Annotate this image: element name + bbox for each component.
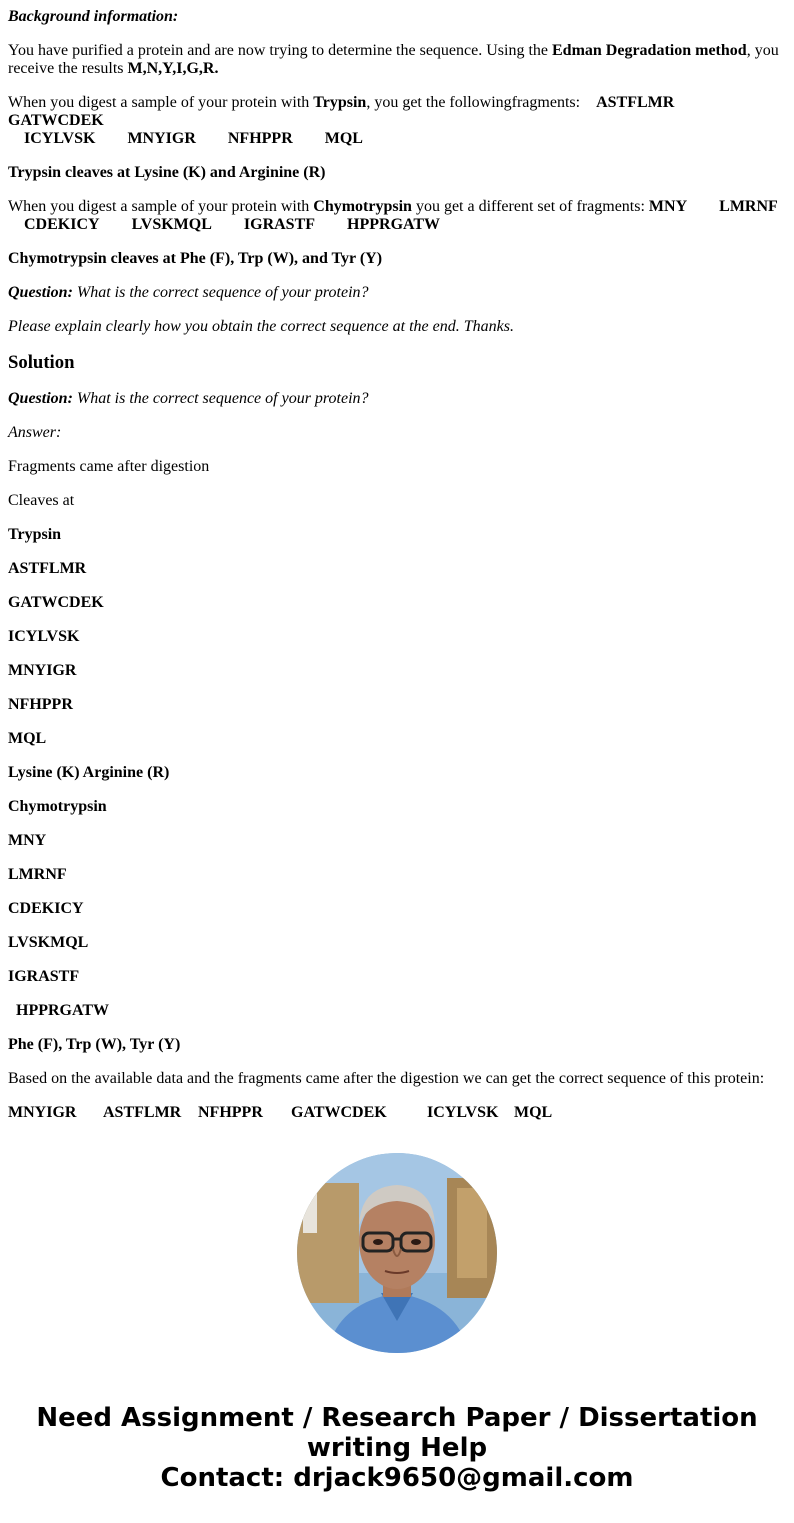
- list-item: MNY: [8, 832, 47, 849]
- author-photo: [297, 1153, 497, 1353]
- contact-banner: [0, 1403, 794, 1493]
- explain-request: Please explain clearly how you obtain the correct sequence at the end. Thanks.: [8, 318, 514, 335]
- question: Question: What is the correct sequence of your protein?: [8, 284, 369, 301]
- edman-paragraph: You have purified a protein and are now trying to determine the sequence. Using the Edman Degradation method, you receive the results M,N,Y,I,G,R.: [8, 42, 779, 77]
- banner-line-1: Need Assignment / Research Paper / Dissertation: [36, 1403, 758, 1433]
- list-item: LVSKMQL: [8, 934, 89, 951]
- chymotrypsin-paragraph: When you digest a sample of your protein with Chymotrypsin you get a different set of fragments: MNY LMRNF CDEKICY LVSKMQL IGRASTF HPPRGATW: [8, 198, 778, 233]
- trypsin-rule: Trypsin cleaves at Lysine (K) and Arginine (R): [8, 164, 326, 181]
- final-sequence: MNYIGR ASTFLMR NFHPPR GATWCDEK ICYLVSK MQL: [8, 1104, 553, 1121]
- answer-label: Answer:: [8, 424, 62, 441]
- list-item: HPPRGATW: [16, 1002, 110, 1019]
- background-heading: Background information:: [8, 8, 179, 25]
- list-item: NFHPPR: [8, 696, 73, 713]
- list-item: CDEKICY: [8, 900, 84, 917]
- solution-question: Question: What is the correct sequence of your protein?: [8, 390, 369, 407]
- list-item: LMRNF: [8, 866, 67, 883]
- list-item: ASTFLMR: [8, 560, 87, 577]
- chymotrypsin-sites: Phe (F), Trp (W), Tyr (Y): [8, 1036, 181, 1053]
- avatar: [297, 1153, 497, 1353]
- list-item: IGRASTF: [8, 968, 80, 985]
- cleaves-line: Cleaves at: [8, 492, 75, 509]
- list-item: ICYLVSK: [8, 628, 80, 645]
- trypsin-paragraph: When you digest a sample of your protein with Trypsin, you get the followingfragments: ASTFLMRGATWCDEK ICYLVSK MNYIGR NFHPPR MQL: [8, 94, 675, 147]
- trypsin-title: Trypsin: [8, 526, 62, 543]
- solution-title: Solution: [8, 352, 75, 373]
- conclusion: Based on the available data and the fragments came after the digestion we can get the correct sequence of this protein:: [8, 1070, 765, 1087]
- chymotrypsin-rule: Chymotrypsin cleaves at Phe (F), Trp (W), and Tyr (Y): [8, 250, 383, 267]
- article: [8, 0, 786, 1138]
- banner-line-2: writing Help: [306, 1433, 488, 1463]
- list-item: MNYIGR: [8, 662, 77, 679]
- list-item: GATWCDEK: [8, 594, 104, 611]
- fragments-line: Fragments came after digestion: [8, 458, 210, 475]
- banner-contact-line: Contact: drjack9650@gmail.com: [160, 1463, 634, 1493]
- trypsin-sites: Lysine (K) Arginine (R): [8, 764, 170, 781]
- list-item: MQL: [8, 730, 47, 747]
- chymotrypsin-title: Chymotrypsin: [8, 798, 107, 815]
